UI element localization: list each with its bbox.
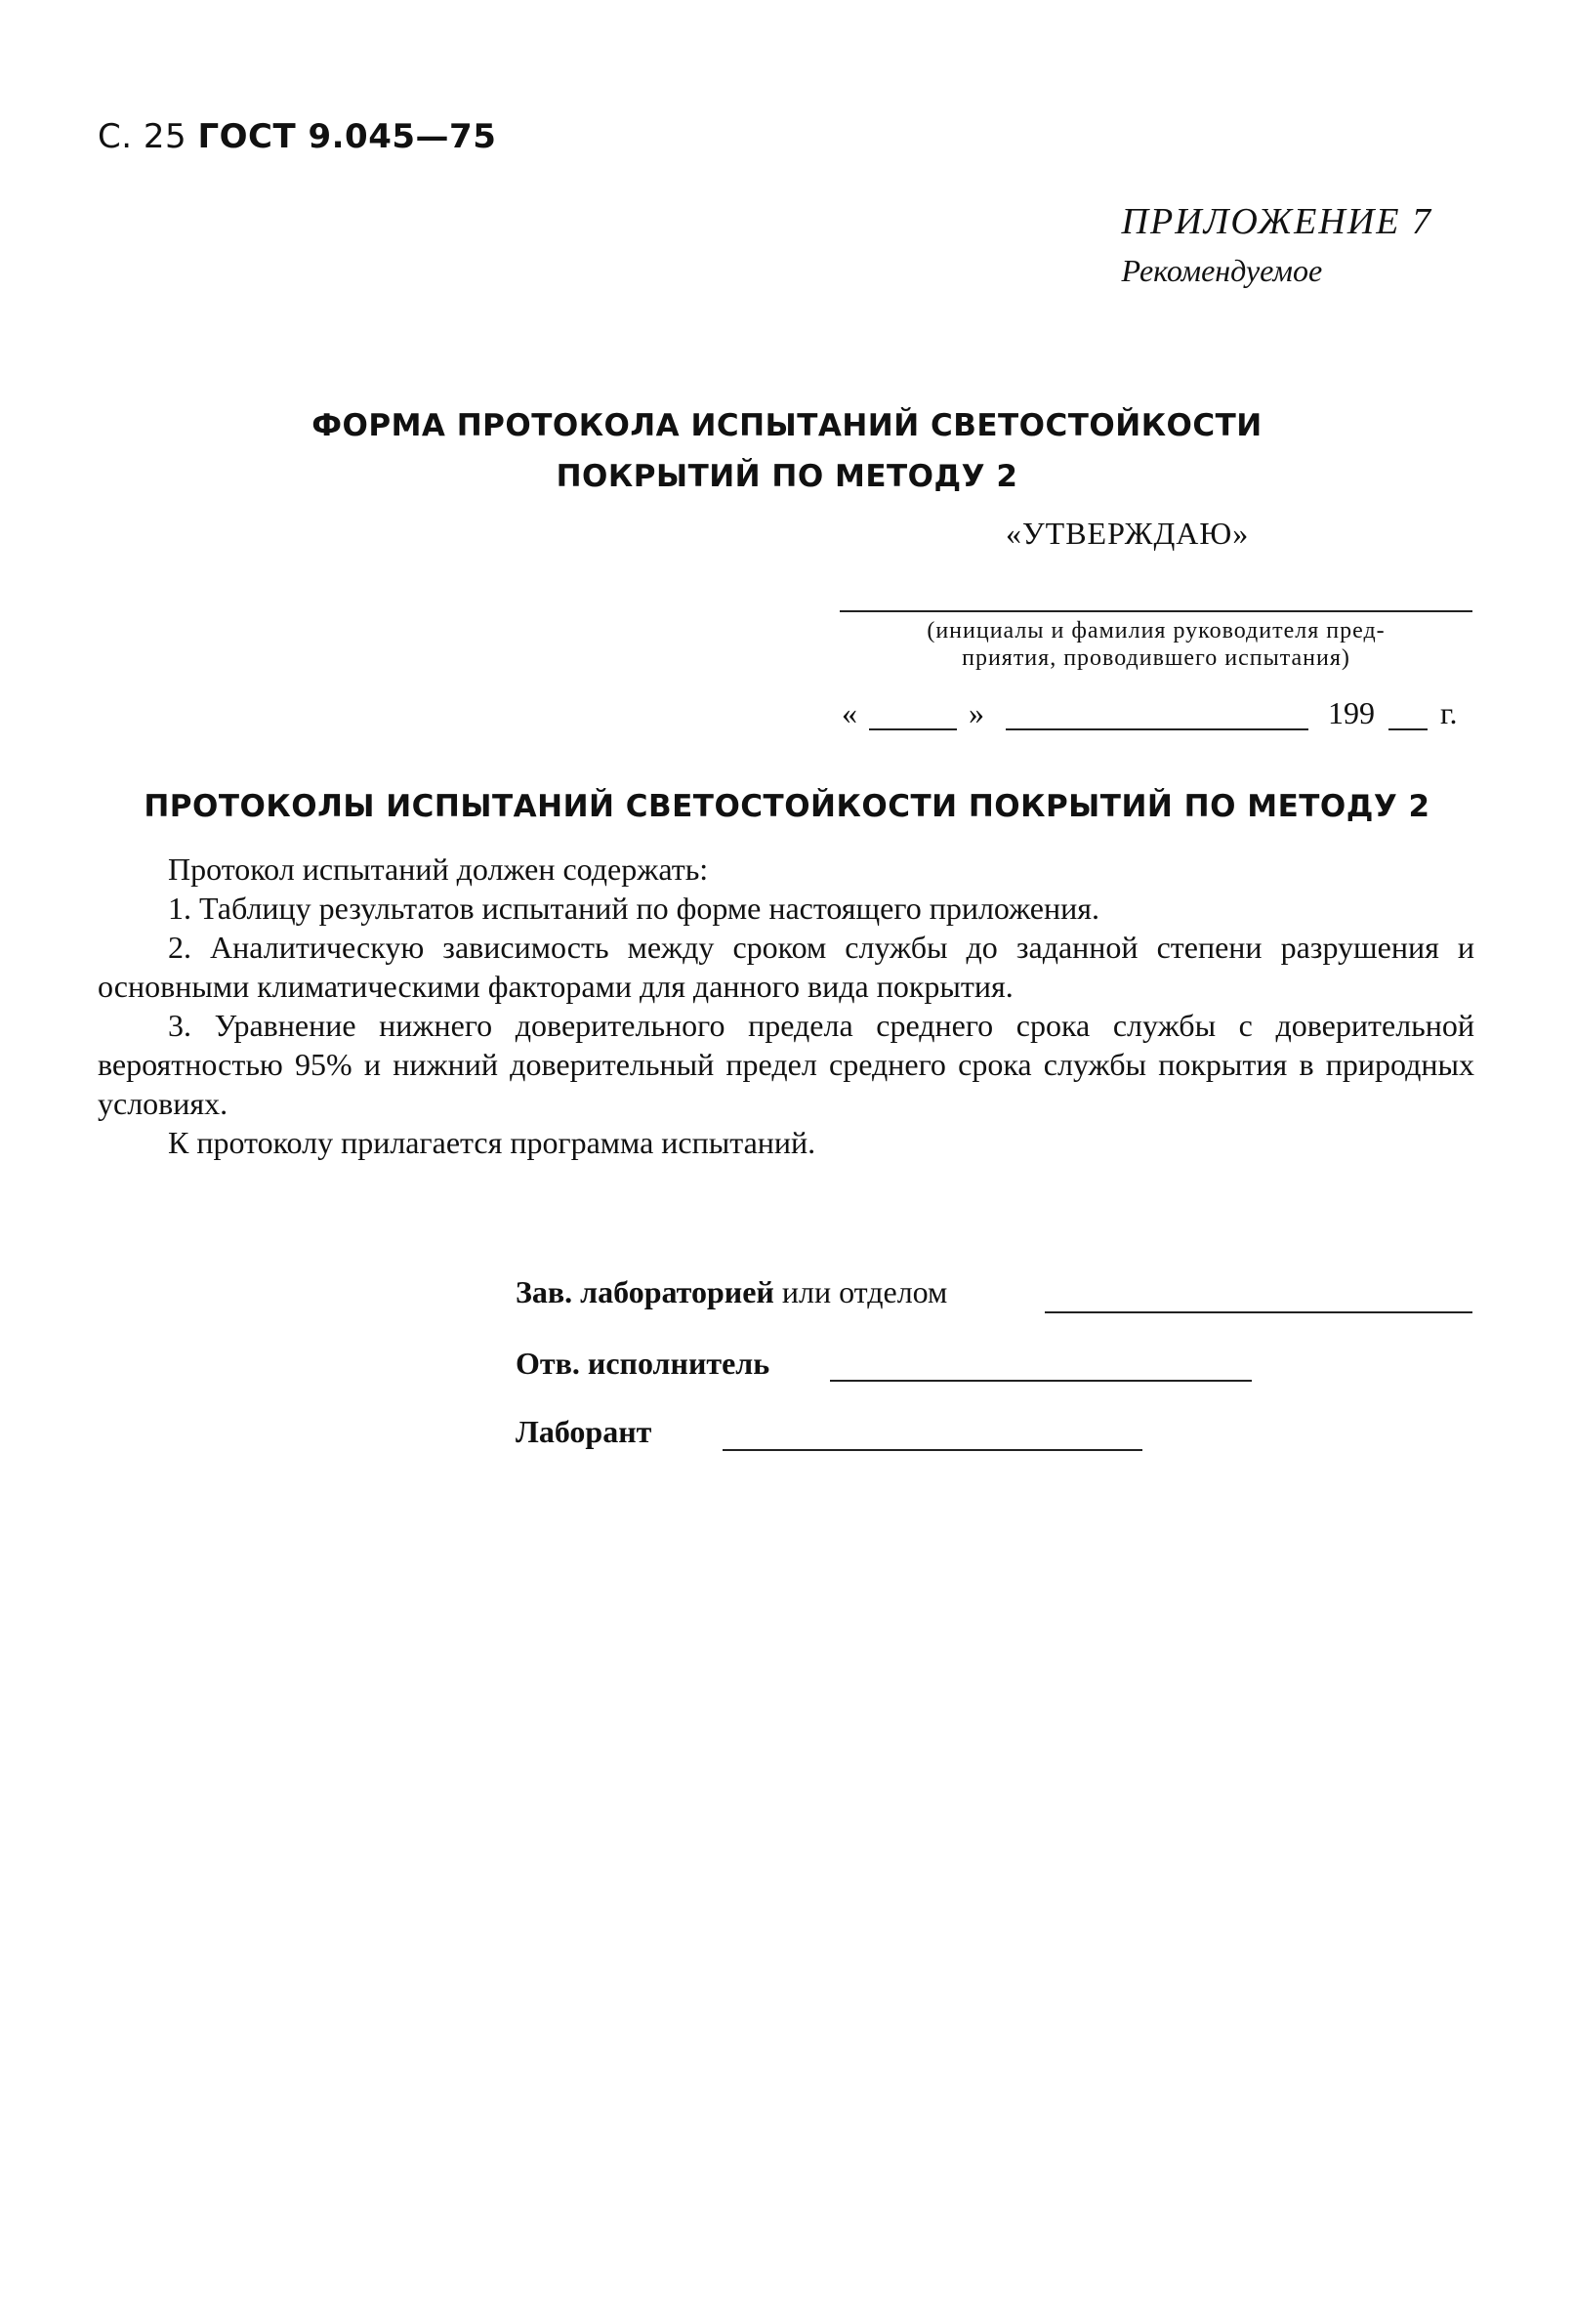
signature-executor-line xyxy=(830,1380,1252,1382)
approver-caption-line1: (инициалы и фамилия руководителя пред- xyxy=(927,618,1386,643)
approve-stamp: «УТВЕРЖДАЮ» xyxy=(1006,516,1250,551)
signature-head-of-lab-line xyxy=(1045,1311,1472,1313)
approver-caption-line2: приятия, проводившего испытания) xyxy=(962,645,1350,671)
date-close-quote: » xyxy=(969,695,984,730)
body-item-2: 2. Аналитическую зависимость между сроком службы до заданной степени разрушения и основными климатическими факторами для данного вида покрытия. xyxy=(98,930,1474,1004)
appendix-subtitle: Рекомендуемое xyxy=(1121,253,1323,288)
form-heading-line1: ФОРМА ПРОТОКОЛА ИСПЫТАНИЙ СВЕТОСТОЙКОСТИ xyxy=(311,408,1263,443)
day-blank xyxy=(869,728,957,730)
approver-caption xyxy=(840,617,1472,672)
appendix-label xyxy=(1122,200,1432,289)
protocol-body xyxy=(98,850,1474,1162)
form-heading-line2: ПОКРЫТИЙ ПО МЕТОДУ 2 xyxy=(556,459,1018,494)
signature-lab-assistant-line xyxy=(723,1449,1142,1451)
date-open-quote: « xyxy=(842,695,857,730)
body-item-3: 3. Уравнение нижнего доверительного предела среднего срока службы с доверительной вероятностью 95% и нижний доверительный предел среднего срока службы покрытия в природных условиях. xyxy=(98,1008,1474,1121)
year-blank xyxy=(1388,728,1428,730)
approver-signature-line xyxy=(840,610,1472,612)
approval-date-row xyxy=(842,695,1476,734)
protocol-heading: ПРОТОКОЛЫ ИСПЫТАНИЙ СВЕТОСТОЙКОСТИ ПОКРЫТИЙ ПО МЕТОДУ 2 xyxy=(144,789,1430,824)
body-item-1: 1. Таблицу результатов испытаний по форме настоящего приложения. xyxy=(168,891,1099,926)
year-prefix: 199 xyxy=(1328,695,1375,730)
body-intro: Протокол испытаний должен содержать: xyxy=(168,851,709,887)
year-suffix: г. xyxy=(1440,695,1458,730)
form-heading xyxy=(0,400,1574,502)
signature-executor: Отв. исполнитель xyxy=(516,1346,770,1381)
signature-lab-assistant: Лаборант xyxy=(516,1414,652,1449)
signature-head-of-lab xyxy=(516,1274,947,1310)
signature-head-of-lab-suffix: или отделом xyxy=(781,1274,948,1309)
signature-head-of-lab-label: Зав. лабораторией xyxy=(516,1274,774,1309)
month-blank xyxy=(1006,728,1308,730)
appendix-title: ПРИЛОЖЕНИЕ 7 xyxy=(1121,201,1432,242)
standard-code: ГОСТ 9.045—75 xyxy=(197,117,497,156)
page-number: С. 25 xyxy=(98,117,187,156)
body-attachment-note: К протоколу прилагается программа испытаний. xyxy=(168,1125,816,1160)
running-header xyxy=(98,117,496,156)
